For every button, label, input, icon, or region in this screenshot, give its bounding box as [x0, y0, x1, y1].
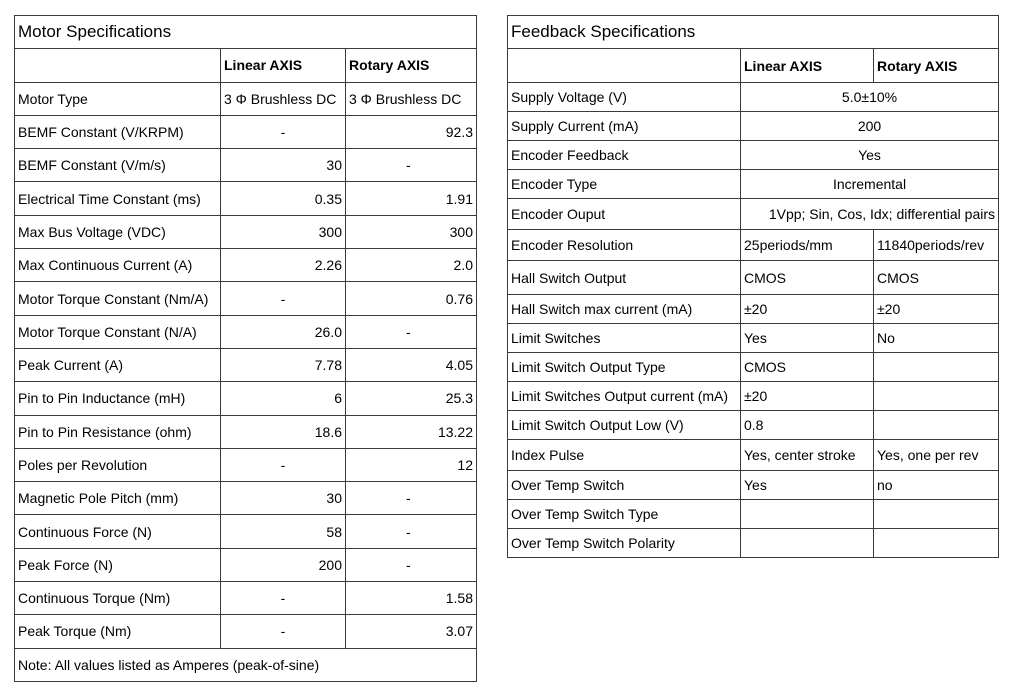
rotary-value: Yes, one per rev — [874, 440, 999, 471]
rotary-value: 0.76 — [346, 282, 477, 315]
rotary-value: - — [346, 548, 477, 581]
linear-value: 25periods/mm — [741, 230, 874, 261]
row-label: Max Continuous Current (A) — [15, 249, 221, 282]
linear-value: - — [221, 115, 346, 148]
table-row — [508, 471, 999, 500]
rotary-value: 25.3 — [346, 382, 477, 415]
table-row — [508, 529, 999, 558]
linear-value: - — [221, 282, 346, 315]
rotary-value: 1.91 — [346, 182, 477, 215]
shared-value: 200 — [741, 112, 999, 141]
row-label: Motor Torque Constant (Nm/A) — [15, 282, 221, 315]
row-label: Magnetic Pole Pitch (mm) — [15, 482, 221, 515]
linear-value: Yes — [741, 324, 874, 353]
table-row — [15, 582, 477, 615]
table-row — [508, 353, 999, 382]
rotary-value: 92.3 — [346, 115, 477, 148]
row-label: Pin to Pin Inductance (mH) — [15, 382, 221, 415]
row-label: Encoder Feedback — [508, 141, 741, 170]
table-row — [508, 500, 999, 529]
table-row — [508, 170, 999, 199]
table-row — [15, 182, 477, 215]
row-label: Supply Current (mA) — [508, 112, 741, 141]
rotary-value: No — [874, 324, 999, 353]
table-row — [15, 382, 477, 415]
table-row — [15, 315, 477, 348]
rotary-value: no — [874, 471, 999, 500]
rotary-value — [874, 382, 999, 411]
rotary-value: CMOS — [874, 261, 999, 295]
linear-value: 2.26 — [221, 249, 346, 282]
table-row — [15, 149, 477, 182]
rotary-value: 2.0 — [346, 249, 477, 282]
row-label: Peak Current (A) — [15, 348, 221, 381]
row-label: Continuous Torque (Nm) — [15, 582, 221, 615]
rotary-value: - — [346, 149, 477, 182]
row-label: Pin to Pin Resistance (ohm) — [15, 415, 221, 448]
row-label: Peak Torque (Nm) — [15, 615, 221, 648]
linear-value: ±20 — [741, 295, 874, 324]
row-label: Peak Force (N) — [15, 548, 221, 581]
rotary-value: 1.58 — [346, 582, 477, 615]
row-label: Hall Switch max current (mA) — [508, 295, 741, 324]
row-label: Poles per Revolution — [15, 448, 221, 481]
row-label: Electrical Time Constant (ms) — [15, 182, 221, 215]
motor-specifications-table — [14, 15, 477, 682]
feedback-col-linear: Linear AXIS — [741, 49, 874, 83]
linear-value: - — [221, 615, 346, 648]
linear-value: 0.8 — [741, 411, 874, 440]
row-label: Max Bus Voltage (VDC) — [15, 215, 221, 248]
motor-col-linear: Linear AXIS — [221, 49, 346, 82]
row-label: Encoder Type — [508, 170, 741, 199]
linear-value: 6 — [221, 382, 346, 415]
linear-value — [741, 529, 874, 558]
table-row — [15, 482, 477, 515]
row-label: Index Pulse — [508, 440, 741, 471]
linear-value: 58 — [221, 515, 346, 548]
row-label: BEMF Constant (V/KRPM) — [15, 115, 221, 148]
motor-col-rotary: Rotary AXIS — [346, 49, 477, 82]
linear-value: Yes, center stroke — [741, 440, 874, 471]
rotary-value: 11840periods/rev — [874, 230, 999, 261]
row-label: Limit Switch Output Low (V) — [508, 411, 741, 440]
row-label: Over Temp Switch — [508, 471, 741, 500]
table-row — [15, 115, 477, 148]
linear-value — [741, 500, 874, 529]
table-row — [15, 448, 477, 481]
row-label: Encoder Ouput — [508, 199, 741, 230]
table-row — [15, 615, 477, 648]
rotary-value: 3 Φ Brushless DC — [346, 82, 477, 115]
feedback-table-title: Feedback Specifications — [508, 16, 999, 49]
table-row — [15, 282, 477, 315]
rotary-value: 4.05 — [346, 348, 477, 381]
row-label: Encoder Resolution — [508, 230, 741, 261]
rotary-value — [874, 529, 999, 558]
row-label: Supply Voltage (V) — [508, 83, 741, 112]
motor-table-note: Note: All values listed as Amperes (peak-of-sine) — [15, 648, 477, 681]
row-label: Motor Torque Constant (N/A) — [15, 315, 221, 348]
row-label: Continuous Force (N) — [15, 515, 221, 548]
rotary-value: - — [346, 482, 477, 515]
linear-value: CMOS — [741, 353, 874, 382]
table-row — [508, 112, 999, 141]
table-row — [508, 440, 999, 471]
shared-value: Yes — [741, 141, 999, 170]
linear-value: 300 — [221, 215, 346, 248]
rotary-value: - — [346, 315, 477, 348]
rotary-value: ±20 — [874, 295, 999, 324]
linear-value: - — [221, 582, 346, 615]
rotary-value — [874, 411, 999, 440]
table-row — [508, 83, 999, 112]
feedback-col-rotary: Rotary AXIS — [874, 49, 999, 83]
feedback-specifications-table — [507, 15, 999, 558]
linear-value: 7.78 — [221, 348, 346, 381]
rotary-value: - — [346, 515, 477, 548]
linear-value: 0.35 — [221, 182, 346, 215]
linear-value: CMOS — [741, 261, 874, 295]
rotary-value — [874, 353, 999, 382]
shared-value: Incremental — [741, 170, 999, 199]
table-row — [15, 215, 477, 248]
linear-value: 18.6 — [221, 415, 346, 448]
linear-value: 3 Φ Brushless DC — [221, 82, 346, 115]
row-label: Motor Type — [15, 82, 221, 115]
rotary-value — [874, 500, 999, 529]
row-label: Limit Switches Output current (mA) — [508, 382, 741, 411]
table-row — [508, 261, 999, 295]
linear-value: 26.0 — [221, 315, 346, 348]
linear-value: 30 — [221, 149, 346, 182]
motor-header-blank — [15, 49, 221, 82]
motor-table-title: Motor Specifications — [15, 16, 477, 49]
rotary-value: 3.07 — [346, 615, 477, 648]
row-label: Over Temp Switch Polarity — [508, 529, 741, 558]
row-label: BEMF Constant (V/m/s) — [15, 149, 221, 182]
shared-value: 1Vpp; Sin, Cos, Idx; differential pairs — [741, 199, 999, 230]
table-row — [508, 141, 999, 170]
linear-value: ±20 — [741, 382, 874, 411]
table-row — [15, 82, 477, 115]
table-row — [508, 411, 999, 440]
table-row — [15, 415, 477, 448]
table-row — [15, 548, 477, 581]
linear-value: Yes — [741, 471, 874, 500]
rotary-value: 13.22 — [346, 415, 477, 448]
rotary-value: 12 — [346, 448, 477, 481]
table-row — [15, 249, 477, 282]
row-label: Hall Switch Output — [508, 261, 741, 295]
table-row — [15, 515, 477, 548]
row-label: Limit Switch Output Type — [508, 353, 741, 382]
row-label: Limit Switches — [508, 324, 741, 353]
linear-value: - — [221, 448, 346, 481]
table-row — [508, 199, 999, 230]
row-label: Over Temp Switch Type — [508, 500, 741, 529]
linear-value: 30 — [221, 482, 346, 515]
table-row — [15, 348, 477, 381]
table-row — [508, 382, 999, 411]
linear-value: 200 — [221, 548, 346, 581]
table-row — [508, 230, 999, 261]
rotary-value: 300 — [346, 215, 477, 248]
feedback-header-blank — [508, 49, 741, 83]
shared-value: 5.0±10% — [741, 83, 999, 112]
table-row — [508, 324, 999, 353]
table-row — [508, 295, 999, 324]
